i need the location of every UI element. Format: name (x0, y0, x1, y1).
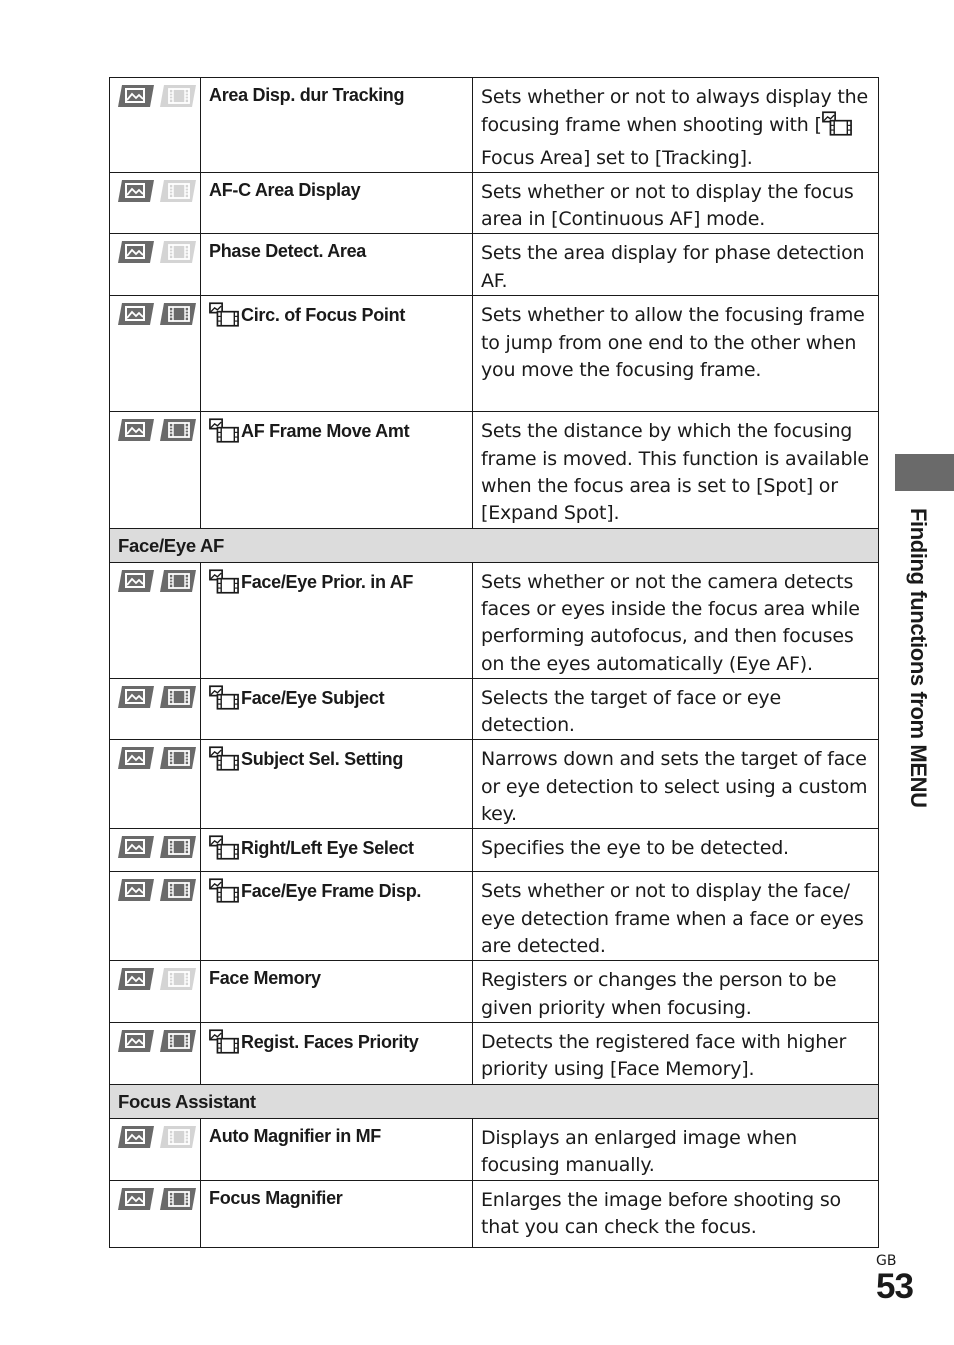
mode-icons (118, 878, 196, 902)
still-movie-icon (209, 746, 239, 776)
movie-mode-icon (154, 746, 196, 770)
mode-icons (118, 569, 196, 593)
function-name-cell (201, 1181, 473, 1248)
function-name: Right/Left Eye Select (241, 838, 414, 859)
function-name: AF Frame Move Amt (241, 421, 410, 442)
function-description-cell (473, 562, 879, 678)
still-movie-icon (209, 418, 239, 448)
function-name-cell (201, 678, 473, 740)
still-mode-icon (118, 967, 154, 991)
function-name: Regist. Faces Priority (241, 1032, 419, 1053)
movie-mode-icon (154, 302, 196, 326)
function-description-cell (473, 78, 879, 173)
function-description: Registers or changes the person to be given priority when focusing. (481, 969, 837, 1019)
function-name: Subject Sel. Setting (241, 749, 404, 770)
still-mode-icon (118, 84, 154, 108)
function-description: Sets whether or not to display the focus area in [Continuous AF] mode. (481, 180, 854, 231)
function-description-cell (473, 872, 879, 961)
still-mode-icon (118, 685, 154, 709)
function-name: Area Disp. dur Tracking (209, 85, 405, 105)
mode-icons-cell (110, 172, 201, 234)
movie-mode-icon (154, 1029, 196, 1053)
mode-icons (118, 179, 196, 203)
section-header-row (110, 1085, 879, 1119)
mode-icons (118, 1029, 196, 1053)
function-description: Detects the registered face with higher priority using [Face Memory]. (481, 1031, 847, 1081)
mode-icons (118, 240, 196, 264)
movie-mode-icon (154, 878, 196, 902)
function-name: Circ. of Focus Point (241, 305, 406, 326)
menu-item-row (110, 412, 879, 528)
still-mode-icon (118, 1029, 154, 1053)
function-description: Sets whether to allow the focusing frame to jump from one end to the other when you move the focusing frame. (481, 304, 865, 382)
function-name-cell (201, 562, 473, 678)
menu-item-row (110, 678, 879, 740)
movie-mode-icon (154, 835, 196, 859)
menu-item-row (110, 562, 879, 678)
movie-mode-icon (154, 569, 196, 593)
function-description: Sets whether or not to display the face/ eye detection frame when a face or eyes are detected. (481, 880, 864, 958)
menu-item-row (110, 961, 879, 1023)
mode-icons (118, 1125, 196, 1149)
function-name-cell (201, 296, 473, 412)
mode-icons-cell (110, 234, 201, 296)
function-description: Selects the target of face or eye detection. (481, 686, 781, 737)
function-name: Face Memory (209, 968, 321, 989)
still-mode-icon (118, 418, 154, 442)
mode-icons-cell (110, 412, 201, 528)
still-mode-icon (118, 1125, 154, 1149)
page-region-code: GB (876, 1253, 897, 1269)
still-movie-icon (209, 569, 239, 599)
menu-item-row (110, 1181, 879, 1248)
function-name-cell (201, 412, 473, 528)
function-description-cell (473, 412, 879, 528)
still-mode-icon (118, 835, 154, 859)
menu-item-row (110, 872, 879, 961)
mode-icons-cell (110, 562, 201, 678)
mode-icons (118, 1187, 196, 1211)
mode-icons-cell (110, 961, 201, 1023)
movie-mode-icon (154, 1187, 196, 1211)
mode-icons (118, 302, 196, 326)
page-number: 53 (876, 1267, 913, 1306)
still-mode-icon (118, 1187, 154, 1211)
function-description: Sets the distance by which the focusing frame is moved. This function is available when the focus area is set to [Spot] or [Expand Spot]. (481, 420, 869, 525)
movie-mode-icon (154, 685, 196, 709)
menu-item-row (110, 1119, 879, 1181)
mode-icons-cell (110, 740, 201, 829)
section-title: Face/Eye AF (110, 528, 879, 562)
mode-icons-cell (110, 1119, 201, 1181)
menu-item-row (110, 172, 879, 234)
function-name: Focus Magnifier (209, 1188, 343, 1209)
movie-mode-icon-inactive (154, 240, 196, 264)
menu-item-row (110, 296, 879, 412)
function-description-cell (473, 1023, 879, 1085)
function-description: Specifies the eye to be detected. (481, 837, 789, 860)
movie-mode-icon-inactive (154, 84, 196, 108)
function-description-cell (473, 829, 879, 872)
function-description-cell (473, 1181, 879, 1248)
function-description-cell (473, 296, 879, 412)
function-name-cell (201, 829, 473, 872)
mode-icons (118, 84, 196, 108)
function-name-cell (201, 172, 473, 234)
mode-icons-cell (110, 78, 201, 173)
still-movie-icon (209, 878, 239, 908)
function-name-cell (201, 234, 473, 296)
mode-icons-cell (110, 829, 201, 872)
menu-function-table (109, 77, 879, 1248)
function-name-cell (201, 961, 473, 1023)
function-description-cont: Focus Area] set to [Tracking]. (481, 146, 753, 169)
function-description-cell (473, 234, 879, 296)
function-name: Face/Eye Frame Disp. (241, 881, 422, 902)
section-header-row (110, 528, 879, 562)
still-mode-icon (118, 746, 154, 770)
function-name: Face/Eye Prior. in AF (241, 571, 414, 592)
function-description-cell (473, 1119, 879, 1181)
function-description-cell (473, 740, 879, 829)
mode-icons (118, 967, 196, 991)
function-description: Sets whether or not the camera detects faces or eyes inside the focus area while performing autofocus, and then focuses on the eyes automatically (Eye AF). (481, 570, 860, 675)
mode-icons-cell (110, 1181, 201, 1248)
menu-item-row (110, 78, 879, 173)
menu-item-row (110, 740, 879, 829)
function-name: Face/Eye Subject (241, 687, 385, 708)
mode-icons-cell (110, 296, 201, 412)
menu-item-row (110, 1023, 879, 1085)
still-mode-icon (118, 878, 154, 902)
function-name-cell (201, 740, 473, 829)
mode-icons (118, 418, 196, 442)
still-mode-icon (118, 240, 154, 264)
section-title: Focus Assistant (110, 1085, 879, 1119)
mode-icons (118, 685, 196, 709)
still-mode-icon (118, 179, 154, 203)
movie-mode-icon-inactive (154, 967, 196, 991)
mode-icons-cell (110, 872, 201, 961)
still-movie-icon (209, 835, 239, 865)
function-description: Sets whether or not to always display the focusing frame when shooting with [ (481, 86, 868, 137)
movie-mode-icon-inactive (154, 1125, 196, 1149)
menu-item-row (110, 829, 879, 872)
movie-mode-icon-inactive (154, 179, 196, 203)
mode-icons-cell (110, 1023, 201, 1085)
menu-item-row (110, 234, 879, 296)
function-description: Displays an enlarged image when focusing manually. (481, 1127, 798, 1177)
mode-icons (118, 835, 196, 859)
still-mode-icon (118, 569, 154, 593)
function-name-cell (201, 872, 473, 961)
side-tab-marker (895, 454, 954, 491)
function-description: Sets the area display for phase detection AF. (481, 242, 865, 292)
function-description: Narrows down and sets the target of face or eye detection to select using a custom key. (481, 748, 868, 826)
function-description-cell (473, 961, 879, 1023)
still-movie-icon (822, 111, 852, 144)
function-name-cell (201, 1119, 473, 1181)
side-section-label: Finding functions from MENU (906, 508, 931, 808)
function-name-cell (201, 1023, 473, 1085)
function-description-cell (473, 172, 879, 234)
function-name: Auto Magnifier in MF (209, 1126, 381, 1147)
function-name: AF-C Area Display (209, 179, 361, 200)
function-description-cell (473, 678, 879, 740)
function-name: Phase Detect. Area (209, 241, 367, 262)
function-description: Enlarges the image before shooting so that you can check the focus. (481, 1189, 841, 1239)
still-movie-icon (209, 1029, 239, 1059)
mode-icons-cell (110, 678, 201, 740)
function-name-cell (201, 78, 473, 173)
movie-mode-icon (154, 418, 196, 442)
still-movie-icon (209, 302, 239, 332)
still-mode-icon (118, 302, 154, 326)
still-movie-icon (209, 685, 239, 715)
mode-icons (118, 746, 196, 770)
